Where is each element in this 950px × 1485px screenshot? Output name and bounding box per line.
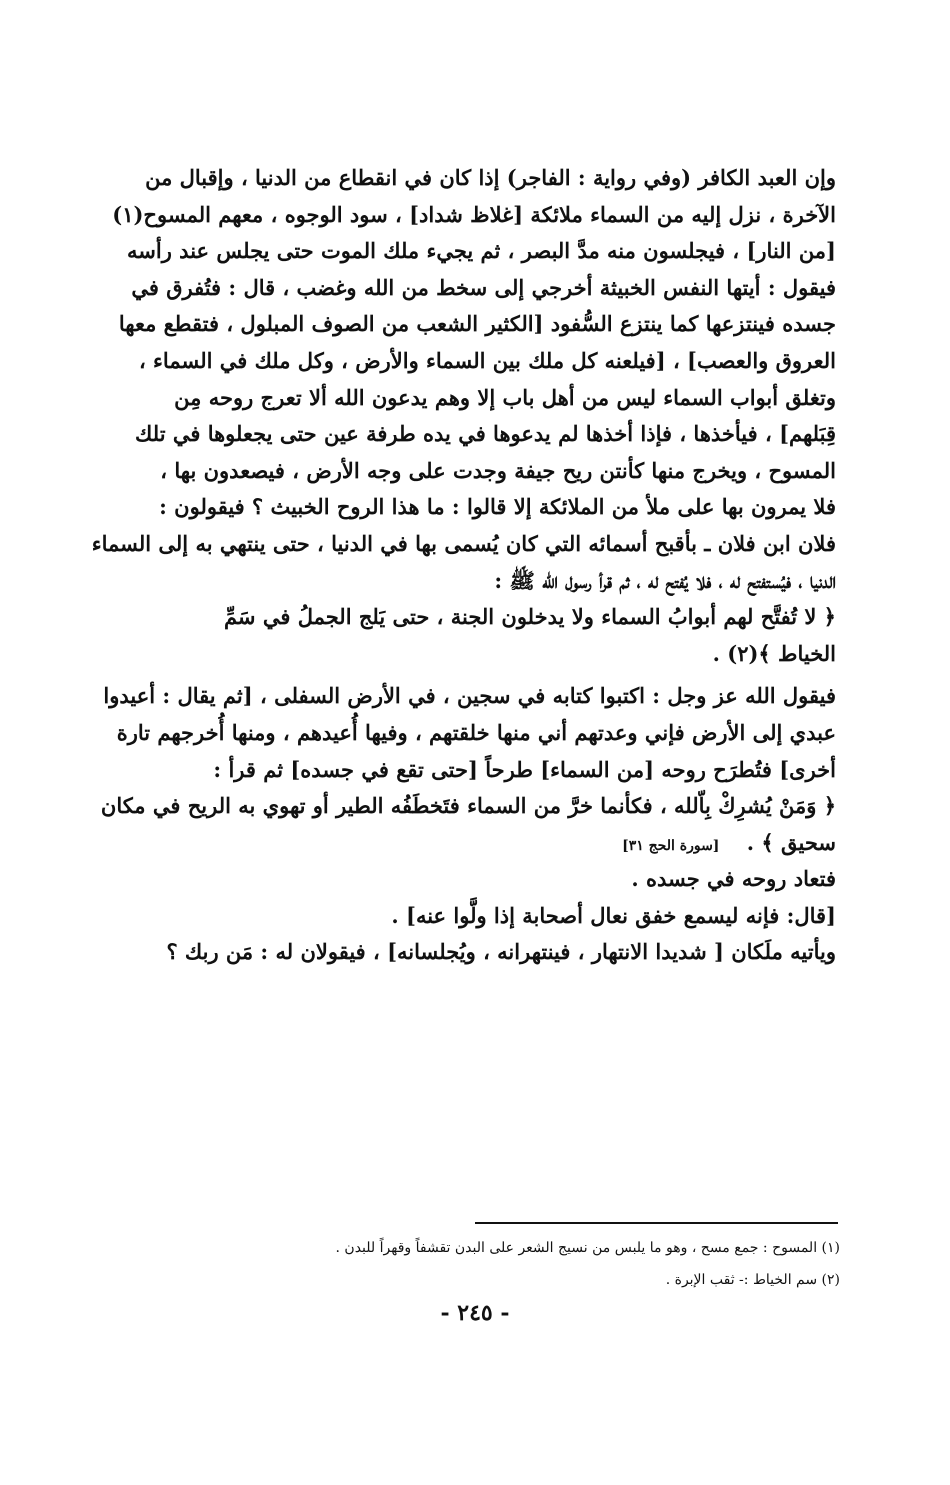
text-line: أخرى] فتُطرَح روحه [من السماء] طرحاً [حتى تقع في جسده] ثم قرأ :	[213, 756, 836, 782]
quran-verse-line: ﴿ وَمَنْ يُشرِكْ بِاّلله ، فكأنما خرَّ من السماء فتَخطَفُه الطير أو تهوي به الريح في مكان	[100, 793, 836, 819]
text-line: فتعاد روحه في جسده .	[631, 866, 836, 892]
text-line: الدنيا ، فيُستفتح له ، فلا يُفتح له ، ثم قرأ رسول الله ﷺ :	[494, 567, 836, 593]
text-line: فيقول الله عز وجل : اكتبوا كتابه في سجين ، في الأرض السفلى ، [ثم يقال : أعيدوا	[103, 683, 836, 709]
text-line: وإن العبد الكافر (وفي رواية : الفاجر) إذا كان في انقطاع من الدنيا ، وإقبال من	[145, 165, 836, 190]
footnote-separator	[475, 1222, 838, 1224]
text-line: فلا يمرون بها على ملأ من الملائكة إلا قالوا : ما هذا الروح الخبيث ؟ فيقولون :	[159, 494, 836, 520]
page-number: - ٢٤٥ -	[440, 1300, 510, 1326]
text-line: المسوح ، ويخرج منها كأنتن ريح جيفة وجدت على وجه الأرض ، فيصعدون بها ،	[160, 457, 836, 483]
text-line: جسده فينتزعها كما ينتزع السُّفود [الكثير الشعب من الصوف المبلول ، فتقطع معها	[118, 311, 836, 337]
text-line: وتغلق أبواب السماء ليس من أهل باب إلا وهم يدعون الله ألا تعرج روحه مِن	[174, 384, 836, 410]
text-line: ويأتيه ملَكان [ شديدا الانتهار ، فينتهرانه ، ويُجلسانه] ، فيقولان له : مَن ربك ؟	[166, 939, 836, 965]
quran-verse-line: ﴿ لا تُفتَّح لهم أبوابُ السماء ولا يدخلون الجنة ، حتى يَلج الجملُ في سَمِّ	[223, 604, 836, 630]
footnote-2: (٢) سم الخياط :- ثقب الإبرة .	[665, 1272, 840, 1288]
main-text	[91, 160, 836, 971]
text-line: عبدي إلى الأرض فإني وعدتهم أني منها خلقتهم ، وفيها أُعيدهم ، ومنها أُخرجهم تارة	[116, 719, 836, 745]
quran-verse-line	[120, 825, 836, 862]
text-line: فلان ابن فلان ـ بأقبح أسمائه التي كان يُسمى بها في الدنيا ، حتى ينتهي به إلى السماء	[91, 530, 836, 556]
text-line: الآخرة ، نزل إليه من السماء ملائكة [غلاظ شداد] ، سود الوجوه ، معهم المسوح(١)	[112, 201, 836, 227]
text-line: العروق والعصب] ، [فيلعنه كل ملك بين السماء والأرض ، وكل ملك في السماء ،	[138, 347, 836, 373]
text-line: قِبَلهم] ، فيأخذها ، فإذا أخذها لم يدعوها في يده طرفة عين حتى يجعلوها في تلك	[135, 421, 836, 447]
text-line: فيقول : أيتها النفس الخبيثة أخرجي إلى سخط من الله وغضب ، قال : فتُفرق في	[131, 274, 836, 300]
text-line: [من النار] ، فيجلسون منه مدَّ البصر ، ثم يجيء ملك الموت حتى يجلس عند رأسه	[127, 238, 836, 264]
footnote-1: (١) المسوح : جمع مسح ، وهو ما يلبس من نسيج الشعر على البدن تقشفاً وقهراً للبدن .	[335, 1240, 840, 1256]
verse-end-text: سحيق ﴾ .	[746, 829, 836, 855]
footnotes	[300, 1232, 840, 1296]
text-line: [قال: فإنه ليسمع خفق نعال أصحابة إذا ولَّوا عنه] .	[391, 902, 836, 928]
quran-verse-line: الخياط ﴾(٢) .	[712, 640, 836, 666]
verse-reference: [سورة الحج ٣١]	[622, 837, 720, 854]
